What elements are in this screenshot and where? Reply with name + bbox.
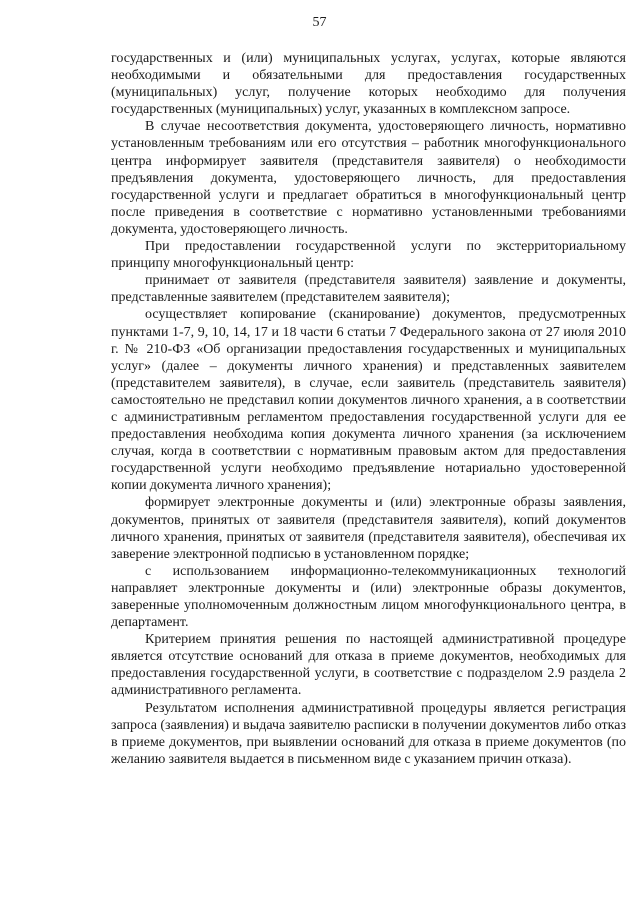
paragraph-sends-documents: с использованием информационно-телекоммуникационных технологий направляет электронные документы и (или) электронные образы документов, заверенные уполномоченным должностным лицом многофункционального центра, в департамент. (111, 563, 626, 631)
paragraph-accepts-application: принимает от заявителя (представителя заявителя) заявление и документы, представленные заявителем (представителем заявителя); (111, 273, 626, 306)
paragraph-identity-document: В случае несоответствия документа, удостоверяющего личность, нормативно установленным требованиям или его отсутствия – работник многофункционального центра информирует заявителя (представителя заявителя) о необходимости предъявления документа, удостоверяющего личность, для предоставления государственной услуги и предлагает обратиться в многофункциональный центр после приведения в соответствие с нормативно установленными требованиями документа, удостоверяющего личность. (111, 119, 626, 237)
paragraph-forms-electronic-documents: формирует электронные документы и (или) электронные образы заявления, документов, принятых от заявителя (представителя заявителя), копий документов личного хранения, принятых от заявителя (представителя заявителя), обеспечивая их заверение электронной подписью в установленном порядке; (111, 495, 626, 562)
paragraph-procedure-result: Результатом исполнения административной процедуры является регистрация запроса (заявления) и выдача заявителю расписки в получении документов либо отказ в приеме документов, при выявлении оснований для отказа в приеме документов (по желанию заявителя выдается в письменном виде с указанием причин отказа). (111, 700, 626, 767)
document-body (111, 50, 626, 768)
paragraph-extraterritorial-intro: При предоставлении государственной услуги по экстерриториальному принципу многофункциональный центр: (111, 239, 626, 272)
paragraph-decision-criterion: Критерием принятия решения по настоящей административной процедуре является отсутствие оснований для отказа в приеме документов, необходимых для предоставления государственной услуги, в соответствие с подразделом 2.9 раздела 2 административного регламента. (111, 632, 626, 699)
paragraph-continuation: государственных и (или) муниципальных услугах, услугах, которые являются необходимыми и обязательными для предоставления государственных (муниципальных) услуг, получение которых необходимо для получения государственных (муниципальных) услуг, указанных в комплексном запросе. (111, 51, 626, 118)
page-number: 57 (312, 15, 327, 30)
paragraph-copies-documents: осуществляет копирование (сканирование) документов, предусмотренных пунктами 1-7, 9, 10, 14, 17 и 18 части 6 статьи 7 Федерального закона от 27 июля 2010 г. № 210-ФЗ «Об организации предоставления государственных и муниципальных услуг» (далее – документы личного хранения) и представленных заявителем (представителем заявителя), в случае, если заявитель (представитель заявителя) самостоятельно не представил копии документов личного хранения, а в соответствии с административным регламентом предоставления государственной услуги для ее предоставления необходима копия документа личного хранения (за исключением случая, когда в соответствии с нормативным правовым актом для предоставления государственной услуги необходимо предъявление нотариально удостоверенной копии документа личного хранения); (111, 307, 626, 494)
